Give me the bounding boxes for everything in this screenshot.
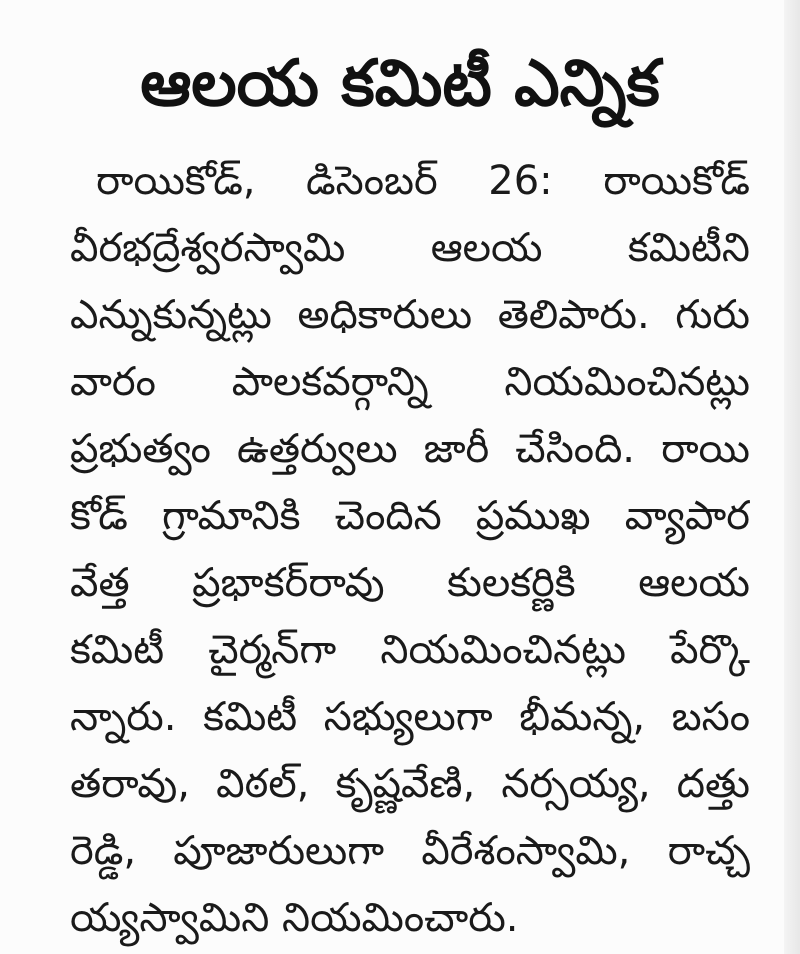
headline: ఆలయ కమిటీ ఎన్నిక [140,47,660,121]
article-line: ఎన్నుకున్నట్లు అధికారులు తెలిపారు. గురు [70,292,750,338]
article-line: కోడ్ గ్రామానికి చెందిన ప్రముఖ వ్యాపార [70,493,750,539]
article-line: వీరభద్రేశ్వరస్వామి ఆలయ కమిటీని [70,225,750,271]
article-line: కమిటీ చైర్మన్‌గా నియమించినట్లు పేర్కొ [70,627,750,673]
article-body [70,148,750,952]
article-line: య్యస్వామిని నియమించారు. [70,895,519,941]
article-line: వారం పాలకవర్గాన్ని నియమించినట్లు [70,359,750,405]
page-edge [784,0,800,954]
article-line: తరావు, విఠల్, కృష్ణవేణి, నర్సయ్య, దత్తు [70,761,750,807]
article-line: న్నారు. కమిటీ సభ్యులుగా భీమన్న, బసం [70,694,750,740]
article-line: వేత్త ప్రభాకర్‌రావు కులకర్ణికి ఆలయ [70,560,750,606]
article-line: ప్రభుత్వం ఉత్తర్వులు జారీ చేసింది. రాయి [70,426,750,472]
article-line: రెడ్డి, పూజారులుగా వీరేశంస్వామి, రాచ్చ [70,828,750,874]
article-line: రాయికోడ్, డిసెంబర్ 26: రాయికోడ్ [96,158,750,204]
